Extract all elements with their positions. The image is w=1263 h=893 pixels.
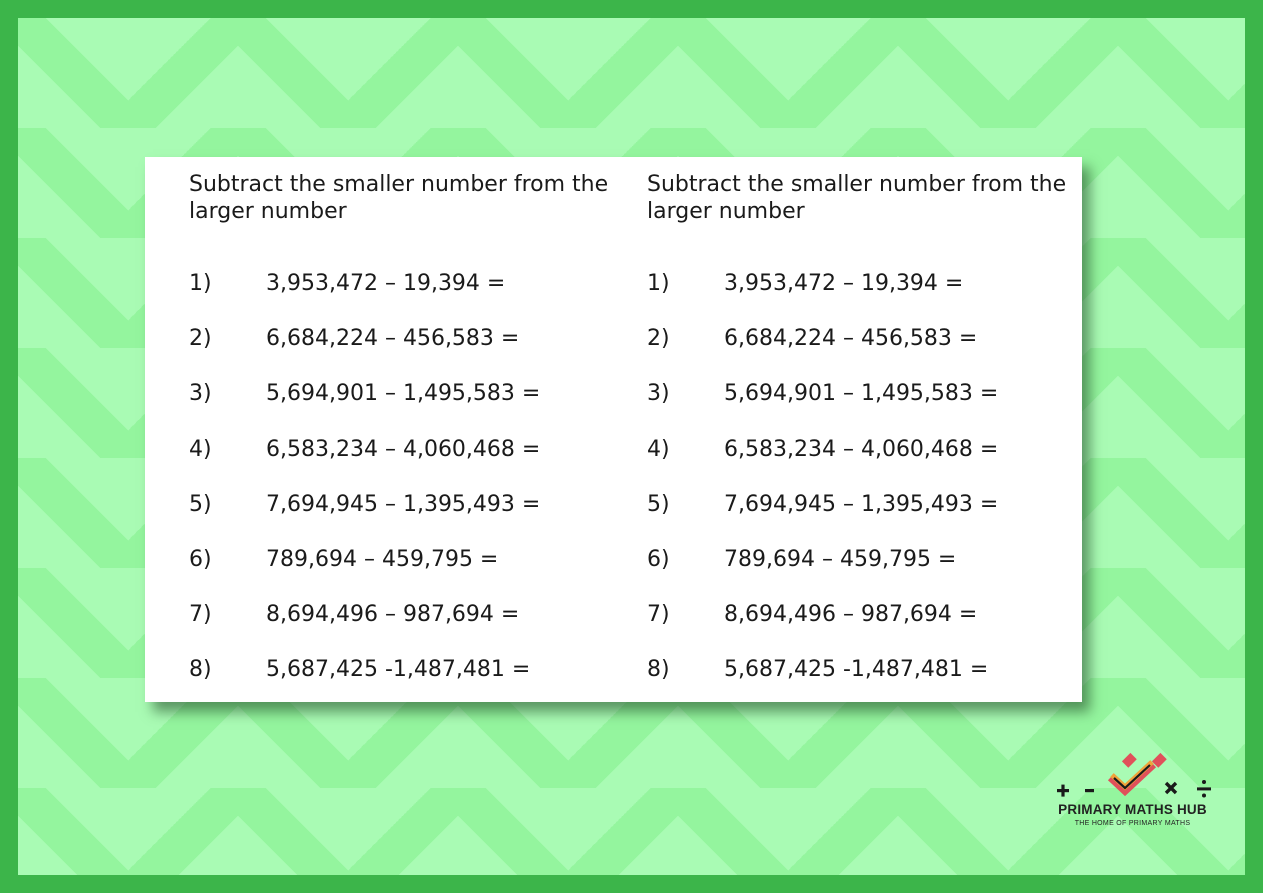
question-expression: 6,583,234 – 4,060,468 = bbox=[724, 436, 999, 462]
question-number: 8) bbox=[189, 657, 212, 683]
question-expression: 6,684,224 – 456,583 = bbox=[724, 326, 978, 352]
question-expression: 5,687,425 -1,487,481 = bbox=[724, 657, 989, 683]
question-number: 1) bbox=[189, 271, 212, 296]
question-item bbox=[189, 547, 609, 602]
question-number: 2) bbox=[647, 326, 670, 352]
minus-icon bbox=[1085, 789, 1094, 792]
worksheet-column-right bbox=[647, 171, 1067, 683]
plus-icon bbox=[1057, 785, 1069, 797]
question-expression: 8,694,496 – 987,694 = bbox=[266, 602, 520, 628]
multiply-icon bbox=[1166, 783, 1176, 793]
question-number: 3) bbox=[647, 381, 670, 407]
question-number: 7) bbox=[647, 602, 670, 628]
divide-icon bbox=[1197, 780, 1211, 798]
instruction-text: Subtract the smaller number from the larger number bbox=[647, 172, 1067, 224]
question-expression: 789,694 – 459,795 = bbox=[266, 546, 499, 572]
question-expression: 6,583,234 – 4,060,468 = bbox=[266, 436, 541, 462]
question-expression: 3,953,472 – 19,394 = bbox=[266, 271, 506, 296]
question-item bbox=[189, 381, 609, 436]
question-expression: 3,953,472 – 19,394 = bbox=[724, 271, 964, 296]
question-number: 4) bbox=[189, 436, 212, 462]
question-number: 6) bbox=[647, 546, 670, 572]
question-number: 5) bbox=[189, 491, 212, 517]
question-expression: 789,694 – 459,795 = bbox=[724, 546, 957, 572]
question-item bbox=[189, 326, 609, 381]
question-expression: 7,694,945 – 1,395,493 = bbox=[266, 491, 541, 517]
question-item bbox=[647, 602, 1067, 657]
question-list bbox=[189, 271, 609, 713]
question-item bbox=[189, 492, 609, 547]
brand-tagline: THE HOME OF PRIMARY MATHS bbox=[1074, 820, 1191, 827]
question-expression: 6,684,224 – 456,583 = bbox=[266, 326, 520, 352]
brand-logo bbox=[1040, 750, 1225, 832]
instruction-text: Subtract the smaller number from the larger number bbox=[189, 172, 609, 224]
question-list bbox=[647, 271, 1067, 713]
logo-symbols bbox=[1040, 750, 1225, 802]
question-item bbox=[647, 547, 1067, 602]
question-item bbox=[647, 437, 1067, 492]
question-item bbox=[647, 492, 1067, 547]
question-item bbox=[647, 271, 1067, 326]
question-number: 8) bbox=[647, 657, 670, 683]
question-number: 5) bbox=[647, 491, 670, 517]
question-item bbox=[647, 381, 1067, 436]
brand-name: PRIMARY MATHS HUB bbox=[1058, 802, 1207, 817]
question-expression: 5,687,425 -1,487,481 = bbox=[266, 657, 531, 683]
worksheet-column-left bbox=[189, 171, 609, 683]
question-item bbox=[189, 437, 609, 492]
question-item bbox=[189, 271, 609, 326]
question-expression: 7,694,945 – 1,395,493 = bbox=[724, 491, 999, 517]
question-number: 2) bbox=[189, 326, 212, 352]
question-number: 7) bbox=[189, 602, 212, 628]
question-expression: 5,694,901 – 1,495,583 = bbox=[724, 381, 999, 407]
question-item bbox=[647, 326, 1067, 381]
question-item bbox=[189, 602, 609, 657]
checkmark-icon bbox=[1111, 753, 1167, 790]
question-number: 1) bbox=[647, 271, 670, 296]
question-number: 4) bbox=[647, 436, 670, 462]
question-number: 3) bbox=[189, 381, 212, 407]
question-item bbox=[647, 657, 1067, 712]
question-number: 6) bbox=[189, 546, 212, 572]
question-expression: 5,694,901 – 1,495,583 = bbox=[266, 381, 541, 407]
worksheet bbox=[145, 157, 1082, 702]
question-item bbox=[189, 657, 609, 712]
question-expression: 8,694,496 – 987,694 = bbox=[724, 602, 978, 628]
